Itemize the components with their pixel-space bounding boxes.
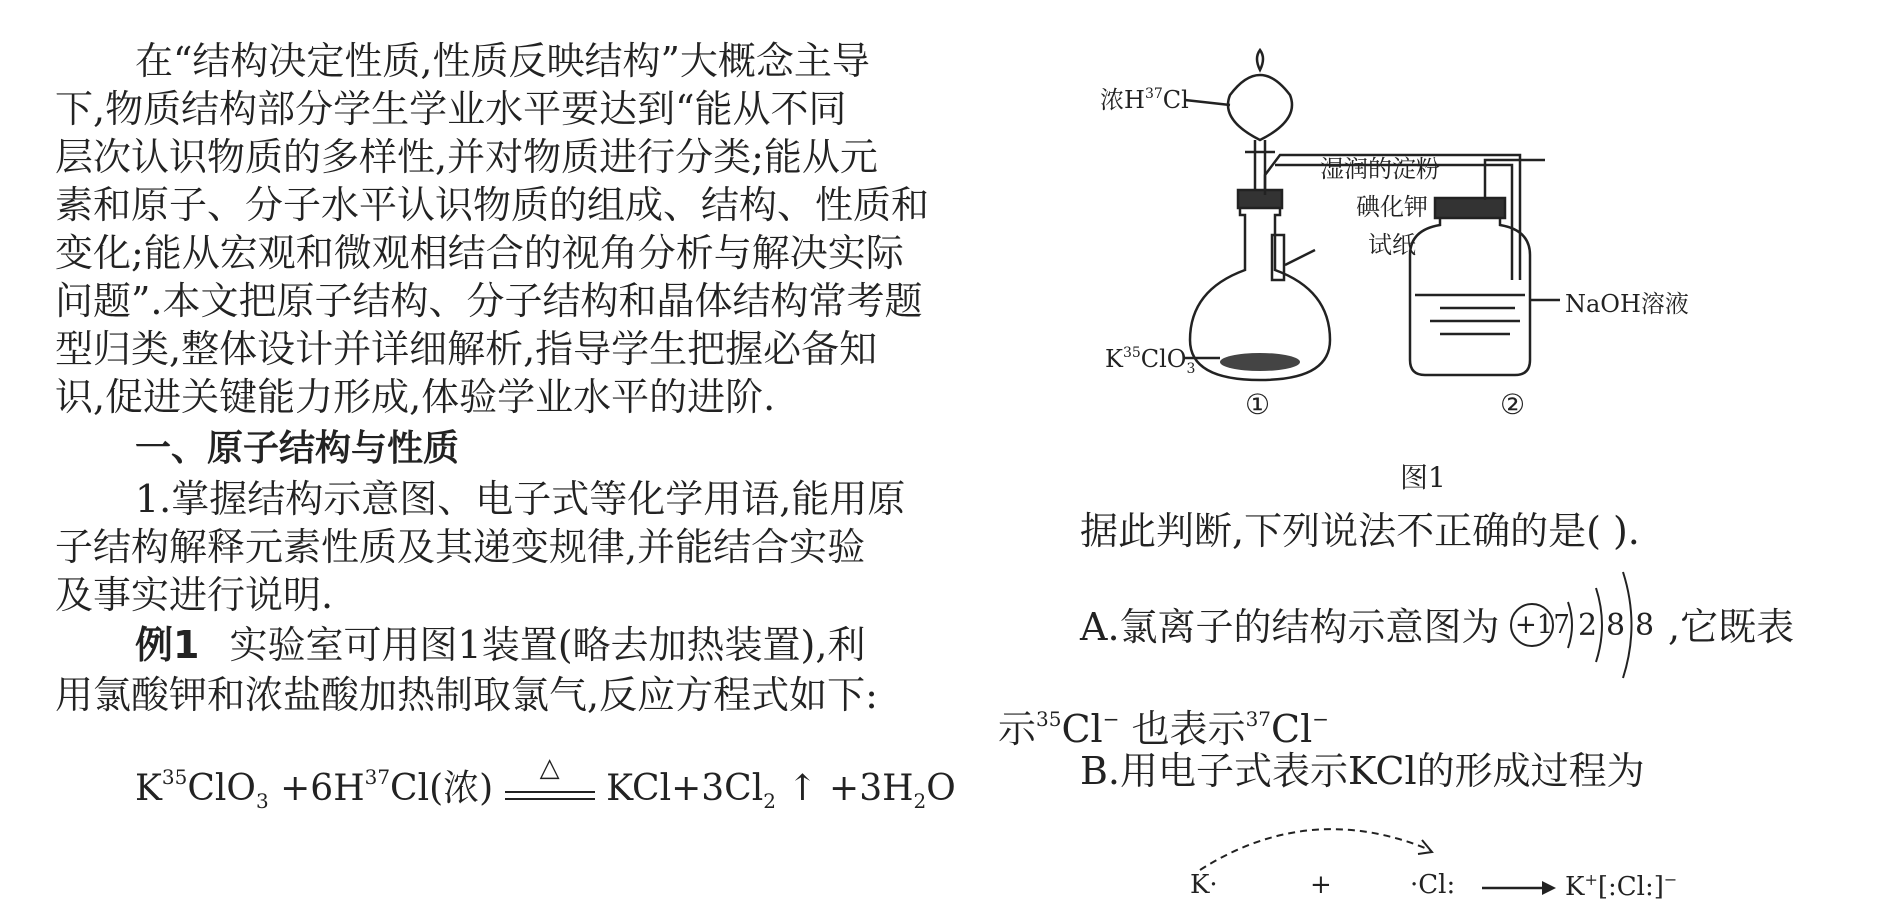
option-b: B.用电子式表示KCl的形成过程为	[1080, 749, 1645, 793]
reaction-arrow	[1480, 878, 1560, 898]
shell-3: 8	[1635, 608, 1655, 643]
label-kclo3: $K^{35}ClO_3$	[1105, 345, 1196, 377]
intro-line-1: 在“结构决定性质,性质反映结构”大概念主导	[135, 39, 870, 83]
point1-line-2: 子结构解释元素性质及其递变规律,并能结合实验	[55, 525, 866, 569]
point1-line-3: 及事实进行说明.	[55, 573, 334, 617]
example-line-1	[135, 623, 866, 667]
eq-cl2-sub: 2	[763, 789, 776, 813]
triangle-icon: △	[539, 753, 560, 783]
section-heading: 一、原子结构与性质	[135, 428, 460, 469]
intro-line-2: 下,物质结构部分学生学业水平要达到“能从不同	[55, 87, 847, 131]
formation-k: K·	[1190, 870, 1218, 900]
eq-arrow	[505, 753, 595, 800]
figure-caption: 图1	[1400, 461, 1446, 494]
shell-1: 2	[1578, 608, 1598, 643]
label-conc-hcl: 浓$H^{37}Cl$	[1100, 86, 1189, 114]
formation-product: K+[:Cl:]−	[1565, 870, 1678, 902]
bottle-number: ②	[1500, 388, 1526, 421]
question-text: 据此判断,下列说法不正确的是( ).	[1080, 509, 1640, 553]
example-text: 实验室可用图1装置(略去加热装置),利	[229, 623, 866, 667]
nucleus-charge: +17	[1515, 610, 1570, 640]
option-a-prefix: A.氯离子的结构示意图为	[1080, 605, 1500, 649]
eq-clo: ClO	[187, 768, 256, 809]
point1-line-1: 1.掌握结构示意图、电子式等化学用语,能用原	[135, 477, 906, 521]
intro-line-4: 素和原子、分子水平认识物质的组成、结构、性质和	[55, 183, 930, 227]
example-label: 例1	[135, 623, 200, 667]
eq-o: O	[926, 768, 956, 809]
equals-bar	[505, 791, 595, 800]
intro-line-3: 层次认识物质的多样性,并对物质进行分类;能从元	[55, 135, 878, 179]
example-line-2: 用氯酸钾和浓盐酸加热制取氯气,反应方程式如下:	[55, 673, 878, 717]
eq-k-sup: 35	[161, 765, 188, 789]
intro-line-8: 识,促进关键能力形成,体验学业水平的进阶.	[55, 375, 776, 419]
eq-clo-sub: 3	[255, 789, 269, 813]
reaction-equation	[135, 753, 956, 820]
electron-transfer-arrow	[1190, 810, 1510, 880]
formation-plus: +	[1310, 870, 1332, 900]
eq-cl-conc: Cl(浓)	[390, 768, 494, 809]
intro-line-7: 型归类,整体设计并详细解析,指导学生把握必备知	[55, 327, 878, 371]
kclo3-solid	[1220, 353, 1300, 371]
eq-k: K	[135, 768, 162, 809]
funnel-bulb	[1228, 75, 1292, 140]
eq-products-a: KCl+3Cl	[606, 768, 764, 809]
label-naoh: NaOH溶液	[1565, 290, 1689, 318]
option-a-suffix: ,它既表	[1668, 605, 1795, 649]
eq-6h: +6H	[280, 768, 365, 809]
formation-cl: ·Cl:	[1410, 870, 1456, 900]
label-test-paper: 湿润的淀粉 碘化钾 试纸	[1320, 155, 1440, 259]
intro-line-6: 问题”.本文把原子结构、分子结构和晶体结构常考题	[55, 279, 923, 323]
round-flask	[1190, 195, 1330, 380]
intro-line-5: 变化;能从宏观和微观相结合的视角分析与解决实际	[55, 231, 904, 275]
funnel-stopper	[1257, 50, 1263, 70]
option-a-line-2: 示$^{35}$Cl− 也表示$^{37}$Cl−	[998, 707, 1330, 751]
flask-number: ①	[1245, 388, 1271, 421]
right-column	[990, 0, 1900, 915]
eq-h-sup: 37	[364, 765, 391, 789]
eq-h2o-sub: 2	[913, 789, 927, 813]
eq-products-b: ↑ +3H	[787, 768, 914, 809]
shell-2: 8	[1606, 608, 1626, 643]
